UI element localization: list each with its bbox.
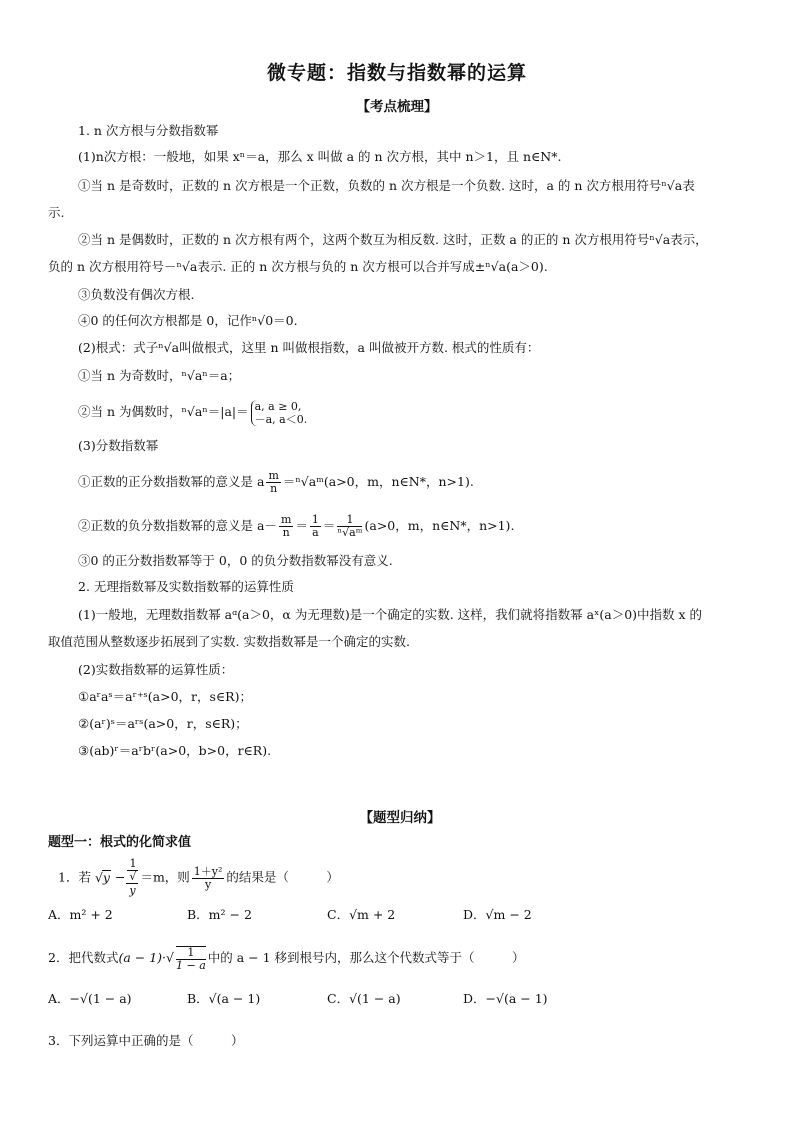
para-nth-root-def: (1)n次方根：一般地，如果 xⁿ＝a，那么 x 叫做 a 的 n 次方根，其中 n＞1，且 n∈N*. <box>78 149 562 164</box>
q1-option-b[interactable]: B．m² − 2 <box>187 907 252 922</box>
radicand-fraction <box>176 946 206 972</box>
fraction-denominator: n <box>270 482 278 495</box>
piecewise-brace <box>251 400 308 426</box>
section-heading-problems: 【题型归纳】 <box>359 810 441 826</box>
question-1-stem-end: 的结果是（ ） <box>226 869 339 885</box>
radical-symbol: ⁿ√a <box>661 178 683 193</box>
factor-a-minus-1: (a − 1)· <box>118 950 167 965</box>
q2-option-c[interactable]: C．√(1 − a) <box>327 991 401 1006</box>
problem-type-heading: 题型一：根式的化简求值 <box>48 835 192 850</box>
sqrt-symbol: √ <box>166 950 174 965</box>
radical-fraction <box>337 514 362 539</box>
radical-symbol: ⁿ√a <box>649 232 671 247</box>
para-radical-even-text: ②当 n 为偶数时，ⁿ√aⁿ＝|a|＝ <box>78 404 249 419</box>
subsection-1: 1. n 次方根与分数指数幂 <box>78 123 219 138</box>
q2-option-a[interactable]: A．−√(1 − a) <box>48 991 132 1006</box>
equals-m: ＝m，则 <box>140 869 190 885</box>
para-exp-rules: (2)实数指数幂的运算性质： <box>78 662 234 677</box>
para-even-root-text: ②当 n 是偶数时，正数的 n 次方根有两个，这两个数互为相反数. 这时，正数 a 的正的 n 次方根用符号 <box>78 232 650 247</box>
para-positive-frac-text: ①正数的正分数指数幂的意义是 a <box>78 474 265 489</box>
exponent-fraction <box>266 470 280 495</box>
one-over-sqrt-y <box>127 858 138 898</box>
para-odd-root <box>78 177 695 195</box>
para-radical-def: (2)根式：式子ⁿ√a叫做根式，这里 n 叫做根指数，a 叫做被开方数. 根式的性质有： <box>78 340 540 355</box>
fraction-numerator: m <box>268 469 279 482</box>
para-even-root-end: 表示， <box>670 232 708 247</box>
q2-option-d[interactable]: D．−√(a − 1) <box>463 991 548 1006</box>
rule-product: ①aʳaˢ＝aʳ⁺ˢ(a>0，r，s∈R)； <box>78 689 252 704</box>
para-odd-root-text: ①当 n 是奇数时，正数的 n 次方根是一个正数，负数的 n 次方根是一个负数. 这时，a 的 n 次方根用符号 <box>78 178 662 193</box>
para-negative-frac-exp <box>78 510 514 542</box>
fraction-denominator: y <box>205 877 212 891</box>
page-title: 微专题：指数与指数幂的运算 <box>266 62 527 84</box>
q1-option-c[interactable]: C．√m + 2 <box>327 907 396 922</box>
fraction-numerator: 1 <box>311 513 319 526</box>
equals-sign: ＝ <box>295 518 308 533</box>
question-2 <box>48 942 525 974</box>
para-irrational-exp: (1)一般地，无理数指数幂 aᵅ(a＞0，α 为无理数)是一个确定的实数. 这样，我们就将指数幂 aˣ(a＞0)中指数 x 的 <box>78 607 703 622</box>
fraction-numerator: 1 <box>337 514 362 527</box>
fraction-numerator: 1＋y² <box>193 864 223 878</box>
para-positive-frac-end: ＝ⁿ√aᵐ(a>0，m，n∈N*，n>1). <box>282 474 474 489</box>
fraction-denominator: a <box>312 526 319 539</box>
q2-option-b[interactable]: B．√(a − 1) <box>187 991 261 1006</box>
equals-sign: ＝ <box>322 518 336 533</box>
para-fractional-exp: (3)分数指数幂 <box>78 438 159 453</box>
para-odd-root-cont: 示. <box>48 205 65 220</box>
para-positive-frac-exp <box>78 466 474 498</box>
para-irrational-exp-cont: 取值范围从整数逐步拓展到了实数. 实数指数幂是一个确定的实数. <box>48 634 410 649</box>
q1-option-d[interactable]: D．√m − 2 <box>463 907 532 922</box>
fraction-numerator: 1 <box>129 857 137 870</box>
q1-option-a[interactable]: A．m² + 2 <box>48 907 113 922</box>
para-radical-odd: ①当 n 为奇数时，ⁿ√aⁿ＝a； <box>78 368 241 383</box>
expression-fraction <box>192 866 225 891</box>
minus-sign: − <box>114 869 126 885</box>
para-negative-frac-end: (a>0，m，n∈N*，n>1). <box>364 518 515 533</box>
subsection-2: 2. 无理指数幂及实数指数幂的运算性质 <box>78 579 294 594</box>
fraction-denominator: ⁿ√aᵐ <box>337 526 363 539</box>
para-even-root <box>78 231 708 249</box>
section-heading-knowledge: 【考点梳理】 <box>356 99 438 115</box>
case-nonneg: a, a ≥ 0, <box>254 399 302 413</box>
question-3: 3．下列运算中正确的是（ ） <box>48 1033 244 1048</box>
para-zero-root: ④0 的任何次方根都是 0，记作ⁿ√0＝0. <box>78 313 298 328</box>
para-zero-frac-exp: ③0 的正分数指数幂等于 0，0 的负分数指数幂没有意义. <box>78 553 393 568</box>
question-2-stem-end: 中的 a − 1 移到根号内，那么这个代数式等于（ ） <box>207 950 525 965</box>
fraction-denominator: √ y <box>127 871 138 898</box>
para-radical-even <box>78 396 307 428</box>
case-neg: －a, a＜0. <box>254 412 308 426</box>
para-odd-root-end: 表 <box>682 178 695 193</box>
reciprocal-fraction <box>310 514 321 539</box>
question-1-number: 1．若 <box>58 869 91 885</box>
rule-power: ②(aʳ)ˢ＝aʳˢ(a>0，r，s∈R)； <box>78 716 248 731</box>
fraction-denominator: n <box>282 526 290 539</box>
exponent-fraction <box>279 514 293 539</box>
fraction-denominator: 1 − a <box>175 958 206 972</box>
question-1 <box>58 858 339 898</box>
para-negative-frac-text: ②正数的负分数指数幂的意义是 a－ <box>78 518 277 533</box>
fraction-numerator: m <box>280 513 292 526</box>
rule-product-power: ③(ab)ʳ＝aʳbʳ(a>0，b>0，r∈R). <box>78 743 272 758</box>
question-2-number: 2．把代数式 <box>48 950 119 965</box>
para-negative-root: ③负数没有偶次方根. <box>78 287 195 302</box>
sqrt-y: √y <box>94 869 110 885</box>
para-even-root-cont: 负的 n 次方根用符号－ⁿ√a表示. 正的 n 次方根与负的 n 次方根可以合并写成±ⁿ√a(a＞0). <box>48 259 548 274</box>
fraction-numerator: 1 <box>176 947 206 960</box>
